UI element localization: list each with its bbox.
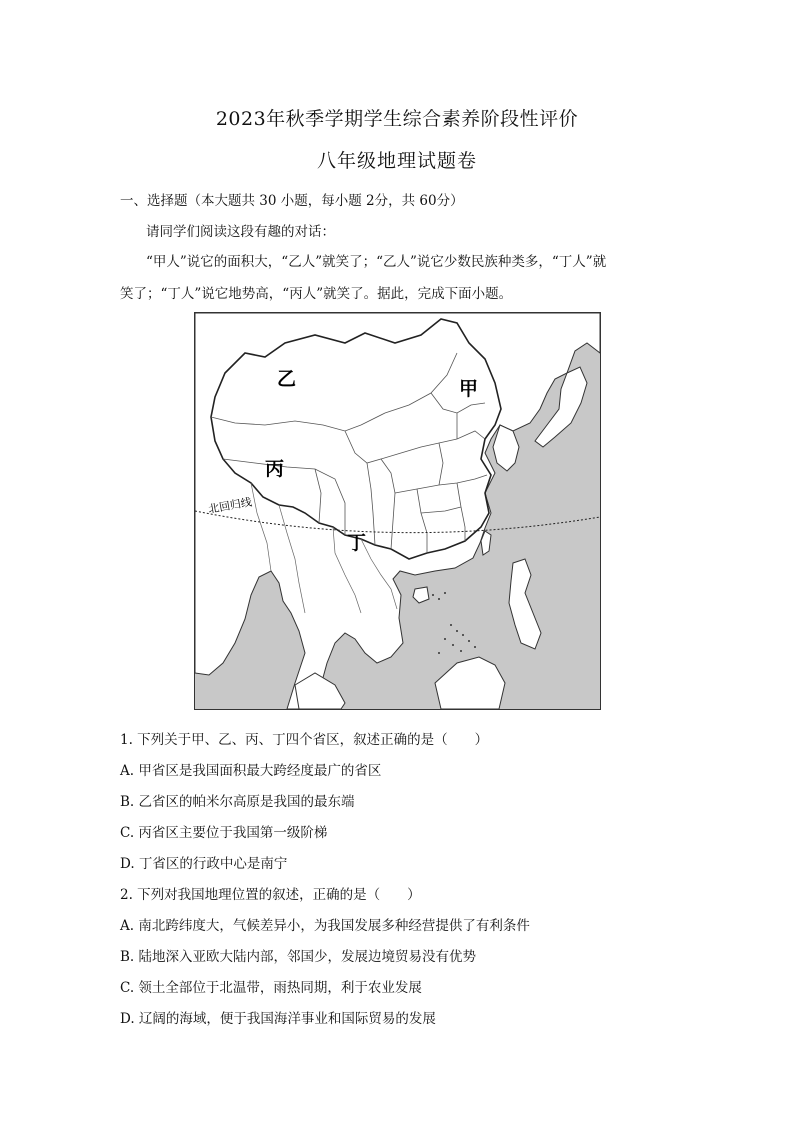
question-2-option-d: D. 辽阔的海域，便于我国海洋事业和国际贸易的发展 <box>120 1011 436 1027</box>
question-2-option-c: C. 领土全部位于北温带，雨热同期，利于农业发展 <box>120 980 422 996</box>
question-1-option-b: B. 乙省区的帕米尔高原是我国的最东端 <box>120 794 355 810</box>
label-yi: 乙 <box>277 368 297 390</box>
question-2-option-a: A. 南北跨纬度大，气候差异小，为我国发展多种经营提供了有利条件 <box>120 918 530 934</box>
exam-title: 2023年秋季学期学生综合素养阶段性评价 <box>215 108 579 130</box>
china-province-map <box>194 312 601 710</box>
label-jia: 甲 <box>459 378 479 400</box>
question-1-option-a: A. 甲省区是我国面积最大跨经度最广的省区 <box>120 763 382 779</box>
tropic-of-cancer-label: 北回归线 <box>207 495 253 516</box>
question-2-stem: 2. 下列对我国地理位置的叙述，正确的是（ ） <box>120 887 421 903</box>
exam-subtitle: 八年级地理试题卷 <box>316 150 477 172</box>
question-1-option-d: D. 丁省区的行政中心是南宁 <box>120 856 288 872</box>
dialogue-intro: 请同学们阅读这段有趣的对话： <box>146 224 335 240</box>
label-bing: 丙 <box>265 458 285 480</box>
question-2-option-b: B. 陆地深入亚欧大陆内部，邻国少，发展边境贸易没有优势 <box>120 949 477 965</box>
question-1-option-c: C. 丙省区主要位于我国第一级阶梯 <box>120 825 328 841</box>
question-1-stem: 1. 下列关于甲、乙、丙、丁四个省区，叙述正确的是（ ） <box>120 732 489 748</box>
label-ding: 丁 <box>347 532 367 554</box>
dialogue-line-2: 笑了；“丁人”说它地势高，“丙人”就笑了。据此，完成下面小题。 <box>120 286 513 302</box>
section-heading: 一、选择题（本大题共 30 小题，每小题 2分，共 60分） <box>120 193 464 209</box>
dialogue-line-1: “甲人”说它的面积大，“乙人”就笑了；“乙人”说它少数民族种类多，“丁人”就 <box>146 254 607 270</box>
